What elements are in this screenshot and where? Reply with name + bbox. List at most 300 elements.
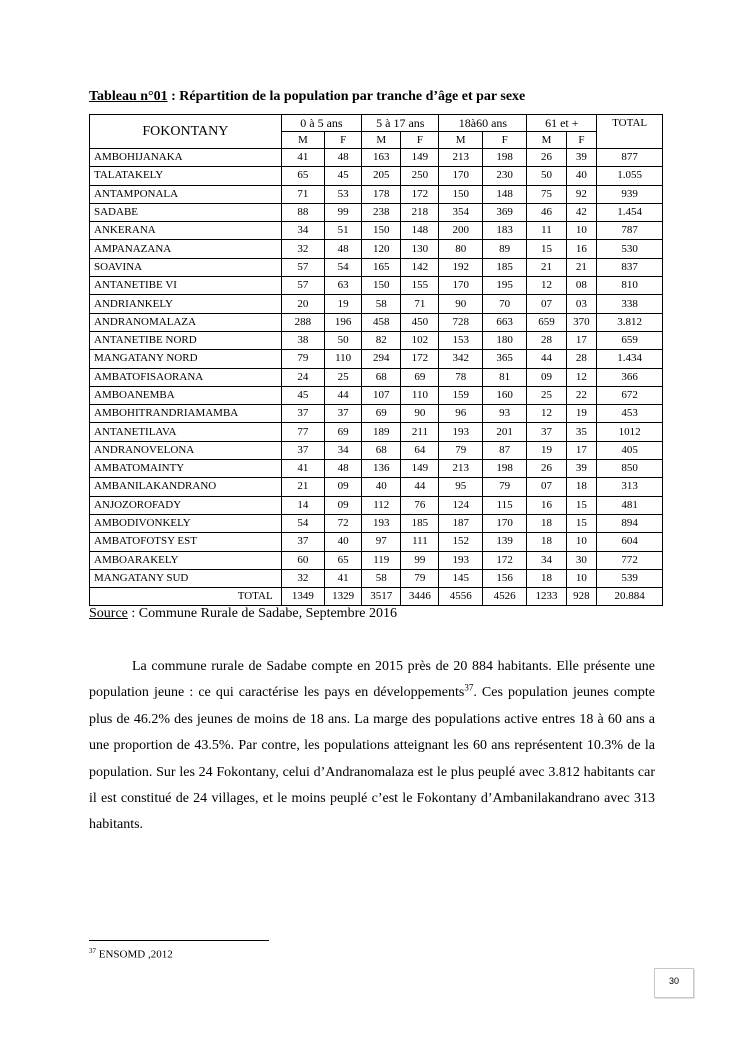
- header-sex-cell: M: [362, 132, 401, 149]
- population-cell: 152: [439, 533, 482, 551]
- population-cell: 68: [362, 441, 401, 459]
- population-cell: 80: [439, 240, 482, 258]
- population-cell: 185: [482, 258, 526, 276]
- header-total: TOTAL: [597, 115, 663, 149]
- population-cell: 08: [566, 277, 597, 295]
- page-number: 30: [654, 968, 694, 998]
- table-header-row-groups: [90, 115, 663, 132]
- fokontany-name-cell: AMBOHIJANAKA: [90, 149, 282, 167]
- population-cell: 10: [566, 569, 597, 587]
- population-cell: 35: [566, 423, 597, 441]
- population-cell: 130: [401, 240, 439, 258]
- population-cell: 172: [401, 185, 439, 203]
- header-group-0-5: 0 à 5 ans: [281, 115, 361, 132]
- population-cell: 87: [482, 441, 526, 459]
- population-cell: 34: [325, 441, 362, 459]
- population-cell: 90: [439, 295, 482, 313]
- fokontany-name-cell: AMBODIVONKELY: [90, 514, 282, 532]
- population-cell: 149: [401, 460, 439, 478]
- population-cell: 69: [325, 423, 362, 441]
- population-cell: 63: [325, 277, 362, 295]
- header-group-5-17: 5 à 17 ans: [362, 115, 439, 132]
- row-total-cell: 453: [597, 405, 663, 423]
- population-cell: 193: [439, 423, 482, 441]
- population-cell: 37: [527, 423, 566, 441]
- source-label: Source: [89, 606, 128, 621]
- population-cell: 153: [439, 331, 482, 349]
- population-cell: 96: [439, 405, 482, 423]
- population-cell: 38: [281, 331, 324, 349]
- paragraph-text: [89, 654, 655, 839]
- fokontany-name-cell: MANGATANY SUD: [90, 569, 282, 587]
- population-cell: 60: [281, 551, 324, 569]
- header-sex-cell: F: [401, 132, 439, 149]
- population-cell: 37: [325, 405, 362, 423]
- population-cell: 39: [566, 149, 597, 167]
- population-cell: 12: [527, 277, 566, 295]
- population-cell: 238: [362, 203, 401, 221]
- footnote-separator: [89, 940, 269, 941]
- population-cell: 170: [439, 167, 482, 185]
- population-cell: 213: [439, 149, 482, 167]
- population-cell: 14: [281, 496, 324, 514]
- population-cell: 115: [482, 496, 526, 514]
- header-sex-cell: M: [527, 132, 566, 149]
- population-cell: 193: [362, 514, 401, 532]
- population-cell: 34: [527, 551, 566, 569]
- total-value-cell: 3446: [401, 588, 439, 606]
- population-cell: 41: [281, 460, 324, 478]
- table-row: [90, 258, 663, 276]
- population-cell: 69: [362, 405, 401, 423]
- population-cell: 172: [401, 350, 439, 368]
- population-cell: 97: [362, 533, 401, 551]
- total-value-cell: 3517: [362, 588, 401, 606]
- population-cell: 99: [325, 203, 362, 221]
- population-cell: 458: [362, 313, 401, 331]
- fokontany-name-cell: ANTANETILAVA: [90, 423, 282, 441]
- population-cell: 64: [401, 441, 439, 459]
- population-cell: 32: [281, 240, 324, 258]
- row-total-cell: 3.812: [597, 313, 663, 331]
- table-row: [90, 222, 663, 240]
- population-cell: 370: [566, 313, 597, 331]
- population-cell: 40: [566, 167, 597, 185]
- population-cell: 110: [401, 386, 439, 404]
- row-total-cell: 659: [597, 331, 663, 349]
- table-row: [90, 295, 663, 313]
- table-row: [90, 149, 663, 167]
- population-cell: 28: [566, 350, 597, 368]
- population-cell: 90: [401, 405, 439, 423]
- population-cell: 21: [527, 258, 566, 276]
- population-cell: 34: [281, 222, 324, 240]
- population-cell: 148: [401, 222, 439, 240]
- population-cell: 09: [325, 496, 362, 514]
- population-cell: 213: [439, 460, 482, 478]
- table-row: [90, 551, 663, 569]
- population-cell: 187: [439, 514, 482, 532]
- population-cell: 88: [281, 203, 324, 221]
- fokontany-name-cell: SADABE: [90, 203, 282, 221]
- population-cell: 148: [482, 185, 526, 203]
- table-row: [90, 441, 663, 459]
- fokontany-name-cell: AMBATOMAINTY: [90, 460, 282, 478]
- population-cell: 26: [527, 149, 566, 167]
- total-label-cell: TOTAL: [90, 588, 282, 606]
- population-cell: 230: [482, 167, 526, 185]
- population-cell: 450: [401, 313, 439, 331]
- population-cell: 294: [362, 350, 401, 368]
- table-caption-text: : Répartition de la population par tranche d’âge et par sexe: [167, 89, 526, 104]
- population-cell: 145: [439, 569, 482, 587]
- population-cell: 19: [325, 295, 362, 313]
- population-cell: 37: [281, 405, 324, 423]
- population-cell: 25: [527, 386, 566, 404]
- fokontany-name-cell: ANDRANOMALAZA: [90, 313, 282, 331]
- row-total-cell: 787: [597, 222, 663, 240]
- row-total-cell: 1.454: [597, 203, 663, 221]
- population-cell: 18: [527, 533, 566, 551]
- total-value-cell: 928: [566, 588, 597, 606]
- population-cell: 728: [439, 313, 482, 331]
- population-cell: 163: [362, 149, 401, 167]
- population-cell: 54: [325, 258, 362, 276]
- population-cell: 70: [482, 295, 526, 313]
- population-cell: 58: [362, 569, 401, 587]
- row-total-cell: 481: [597, 496, 663, 514]
- population-cell: 156: [482, 569, 526, 587]
- population-cell: 44: [325, 386, 362, 404]
- row-total-cell: 939: [597, 185, 663, 203]
- population-cell: 78: [439, 368, 482, 386]
- population-cell: 24: [281, 368, 324, 386]
- fokontany-name-cell: AMBANILAKANDRANO: [90, 478, 282, 496]
- population-cell: 17: [566, 441, 597, 459]
- table-row: [90, 350, 663, 368]
- table-caption-label: Tableau n°01: [89, 89, 168, 104]
- header-sex-cell: F: [566, 132, 597, 149]
- population-cell: 18: [527, 514, 566, 532]
- population-cell: 89: [482, 240, 526, 258]
- population-cell: 19: [566, 405, 597, 423]
- row-total-cell: 1012: [597, 423, 663, 441]
- population-cell: 150: [362, 277, 401, 295]
- population-cell: 195: [482, 277, 526, 295]
- footnote-number: 37: [89, 947, 96, 955]
- header-group-61-plus: 61 et +: [527, 115, 597, 132]
- table-row: [90, 569, 663, 587]
- table-caption: [89, 89, 525, 105]
- row-total-cell: 877: [597, 149, 663, 167]
- fokontany-name-cell: AMBOHITRANDRIAMAMBA: [90, 405, 282, 423]
- population-cell: 82: [362, 331, 401, 349]
- population-cell: 288: [281, 313, 324, 331]
- table-row: [90, 533, 663, 551]
- population-cell: 45: [281, 386, 324, 404]
- population-cell: 50: [527, 167, 566, 185]
- population-cell: 54: [281, 514, 324, 532]
- row-total-cell: 850: [597, 460, 663, 478]
- table-row: [90, 313, 663, 331]
- population-cell: 58: [362, 295, 401, 313]
- population-cell: 17: [566, 331, 597, 349]
- population-cell: 160: [482, 386, 526, 404]
- table-row: [90, 496, 663, 514]
- population-cell: 150: [362, 222, 401, 240]
- population-cell: 22: [566, 386, 597, 404]
- population-cell: 10: [566, 533, 597, 551]
- population-cell: 37: [281, 441, 324, 459]
- population-cell: 12: [527, 405, 566, 423]
- population-cell: 26: [527, 460, 566, 478]
- total-value-cell: 1329: [325, 588, 362, 606]
- fokontany-name-cell: AMBOARAKELY: [90, 551, 282, 569]
- population-cell: 149: [401, 149, 439, 167]
- header-sex-cell: M: [439, 132, 482, 149]
- table-body: [90, 149, 663, 606]
- population-cell: 142: [401, 258, 439, 276]
- population-cell: 250: [401, 167, 439, 185]
- table-row: [90, 514, 663, 532]
- table-row: [90, 478, 663, 496]
- population-cell: 20: [281, 295, 324, 313]
- body-paragraph: [89, 654, 655, 839]
- row-total-cell: 338: [597, 295, 663, 313]
- population-cell: 200: [439, 222, 482, 240]
- row-total-cell: 1.434: [597, 350, 663, 368]
- population-cell: 111: [401, 533, 439, 551]
- population-cell: 42: [566, 203, 597, 221]
- population-cell: 218: [401, 203, 439, 221]
- table-row: [90, 240, 663, 258]
- table-row: [90, 423, 663, 441]
- fokontany-name-cell: AMBATOFISAORANA: [90, 368, 282, 386]
- population-cell: 41: [325, 569, 362, 587]
- row-total-cell: 366: [597, 368, 663, 386]
- fokontany-name-cell: ANDRIANKELY: [90, 295, 282, 313]
- population-cell: 65: [325, 551, 362, 569]
- population-cell: 51: [325, 222, 362, 240]
- population-cell: 32: [281, 569, 324, 587]
- population-cell: 170: [482, 514, 526, 532]
- population-cell: 18: [566, 478, 597, 496]
- population-cell: 369: [482, 203, 526, 221]
- population-cell: 155: [401, 277, 439, 295]
- table-row: [90, 386, 663, 404]
- population-cell: 178: [362, 185, 401, 203]
- population-cell: 93: [482, 405, 526, 423]
- source-text: : Commune Rurale de Sadabe, Septembre 2016: [127, 606, 397, 621]
- population-cell: 46: [527, 203, 566, 221]
- population-cell: 28: [527, 331, 566, 349]
- population-cell: 198: [482, 149, 526, 167]
- population-cell: 15: [527, 240, 566, 258]
- population-cell: 07: [527, 478, 566, 496]
- table-row: [90, 185, 663, 203]
- population-cell: 48: [325, 149, 362, 167]
- population-cell: 48: [325, 460, 362, 478]
- row-total-cell: 1.055: [597, 167, 663, 185]
- table-source: [89, 606, 397, 622]
- population-cell: 205: [362, 167, 401, 185]
- population-cell: 81: [482, 368, 526, 386]
- fokontany-name-cell: AMPANAZANA: [90, 240, 282, 258]
- population-cell: 41: [281, 149, 324, 167]
- total-value-cell: 4556: [439, 588, 482, 606]
- population-cell: 18: [527, 569, 566, 587]
- header-sex-cell: F: [325, 132, 362, 149]
- population-cell: 65: [281, 167, 324, 185]
- header-group-18-60: 18à60 ans: [439, 115, 527, 132]
- paragraph-part-1: La commune rurale de Sadabe compte en 2015 près de 20 884 habitants. Elle présente une population jeune : ce qui caractérise les pays en développements: [89, 659, 655, 701]
- population-cell: 09: [527, 368, 566, 386]
- row-total-cell: 604: [597, 533, 663, 551]
- population-cell: 102: [401, 331, 439, 349]
- population-cell: 40: [362, 478, 401, 496]
- population-cell: 180: [482, 331, 526, 349]
- fokontany-name-cell: AMBOANEMBA: [90, 386, 282, 404]
- fokontany-name-cell: ANTANETIBE VI: [90, 277, 282, 295]
- population-cell: 30: [566, 551, 597, 569]
- footnote: [89, 947, 173, 961]
- footnote-text: ENSOMD ,2012: [96, 948, 173, 961]
- fokontany-name-cell: MANGATANY NORD: [90, 350, 282, 368]
- population-cell: 16: [527, 496, 566, 514]
- population-cell: 44: [527, 350, 566, 368]
- paragraph-part-2: . Ces population jeunes compte plus de 46.2% des jeunes de moins de 18 ans. La marge des populations active entres 18 à 60 ans a une proportion de 43.5%. Par contre, les populations atteignant les 60 ans représentent 10.3% de la population. Sur les 24 Fokontany, celui d’Andranomalaza est le plus peuplé avec 3.812 habitants car il est constitué de 24 villages, et le moins peuplé c’est le Fokontany d’Ambanilakandrano avec 313 habitants.: [89, 685, 655, 833]
- population-cell: 159: [439, 386, 482, 404]
- population-cell: 79: [439, 441, 482, 459]
- row-total-cell: 530: [597, 240, 663, 258]
- header-sex-cell: M: [281, 132, 324, 149]
- row-total-cell: 672: [597, 386, 663, 404]
- row-total-cell: 313: [597, 478, 663, 496]
- population-cell: 165: [362, 258, 401, 276]
- population-cell: 79: [281, 350, 324, 368]
- population-cell: 107: [362, 386, 401, 404]
- population-cell: 40: [325, 533, 362, 551]
- table-row: [90, 368, 663, 386]
- population-cell: 172: [482, 551, 526, 569]
- population-cell: 57: [281, 258, 324, 276]
- population-cell: 150: [439, 185, 482, 203]
- population-table: [89, 114, 663, 606]
- fokontany-name-cell: AMBATOFOTSY EST: [90, 533, 282, 551]
- total-value-cell: 1233: [527, 588, 566, 606]
- population-cell: 354: [439, 203, 482, 221]
- population-cell: 342: [439, 350, 482, 368]
- table-row: [90, 331, 663, 349]
- table-row: [90, 405, 663, 423]
- population-cell: 53: [325, 185, 362, 203]
- header-sex-cell: F: [482, 132, 526, 149]
- population-cell: 09: [325, 478, 362, 496]
- header-fokontany: FOKONTANY: [90, 115, 282, 149]
- total-value-cell: 1349: [281, 588, 324, 606]
- table-row: [90, 167, 663, 185]
- population-cell: 170: [439, 277, 482, 295]
- population-cell: 21: [281, 478, 324, 496]
- population-cell: 44: [401, 478, 439, 496]
- fokontany-name-cell: ANJOZOROFADY: [90, 496, 282, 514]
- population-cell: 03: [566, 295, 597, 313]
- total-value-cell: 20.884: [597, 588, 663, 606]
- population-cell: 25: [325, 368, 362, 386]
- population-cell: 95: [439, 478, 482, 496]
- population-cell: 99: [401, 551, 439, 569]
- fokontany-name-cell: SOAVINA: [90, 258, 282, 276]
- population-cell: 10: [566, 222, 597, 240]
- row-total-cell: 405: [597, 441, 663, 459]
- population-cell: 07: [527, 295, 566, 313]
- population-cell: 120: [362, 240, 401, 258]
- row-total-cell: 894: [597, 514, 663, 532]
- population-cell: 69: [401, 368, 439, 386]
- population-cell: 39: [566, 460, 597, 478]
- population-cell: 659: [527, 313, 566, 331]
- population-cell: 193: [439, 551, 482, 569]
- population-cell: 110: [325, 350, 362, 368]
- fokontany-name-cell: ANTANETIBE NORD: [90, 331, 282, 349]
- population-cell: 71: [281, 185, 324, 203]
- table-row: [90, 460, 663, 478]
- total-value-cell: 4526: [482, 588, 526, 606]
- footnote-reference[interactable]: 37: [464, 682, 474, 693]
- population-cell: 201: [482, 423, 526, 441]
- population-cell: 211: [401, 423, 439, 441]
- table-total-row: [90, 588, 663, 606]
- table-row: [90, 203, 663, 221]
- fokontany-name-cell: ANDRANOVELONA: [90, 441, 282, 459]
- population-cell: 136: [362, 460, 401, 478]
- population-cell: 75: [527, 185, 566, 203]
- population-cell: 183: [482, 222, 526, 240]
- table-header: [90, 115, 663, 149]
- population-cell: 50: [325, 331, 362, 349]
- population-cell: 77: [281, 423, 324, 441]
- population-cell: 16: [566, 240, 597, 258]
- population-cell: 192: [439, 258, 482, 276]
- population-cell: 79: [482, 478, 526, 496]
- table-row: [90, 277, 663, 295]
- row-total-cell: 837: [597, 258, 663, 276]
- population-cell: 119: [362, 551, 401, 569]
- population-cell: 139: [482, 533, 526, 551]
- population-cell: 71: [401, 295, 439, 313]
- population-cell: 76: [401, 496, 439, 514]
- population-cell: 185: [401, 514, 439, 532]
- population-cell: 68: [362, 368, 401, 386]
- fokontany-name-cell: ANTAMPONALA: [90, 185, 282, 203]
- row-total-cell: 810: [597, 277, 663, 295]
- population-cell: 189: [362, 423, 401, 441]
- population-cell: 79: [401, 569, 439, 587]
- fokontany-name-cell: ANKERANA: [90, 222, 282, 240]
- population-cell: 112: [362, 496, 401, 514]
- row-total-cell: 539: [597, 569, 663, 587]
- fokontany-name-cell: TALATAKELY: [90, 167, 282, 185]
- population-cell: 21: [566, 258, 597, 276]
- population-cell: 45: [325, 167, 362, 185]
- population-cell: 19: [527, 441, 566, 459]
- population-cell: 124: [439, 496, 482, 514]
- population-cell: 15: [566, 514, 597, 532]
- population-cell: 72: [325, 514, 362, 532]
- population-cell: 37: [281, 533, 324, 551]
- population-cell: 57: [281, 277, 324, 295]
- population-cell: 11: [527, 222, 566, 240]
